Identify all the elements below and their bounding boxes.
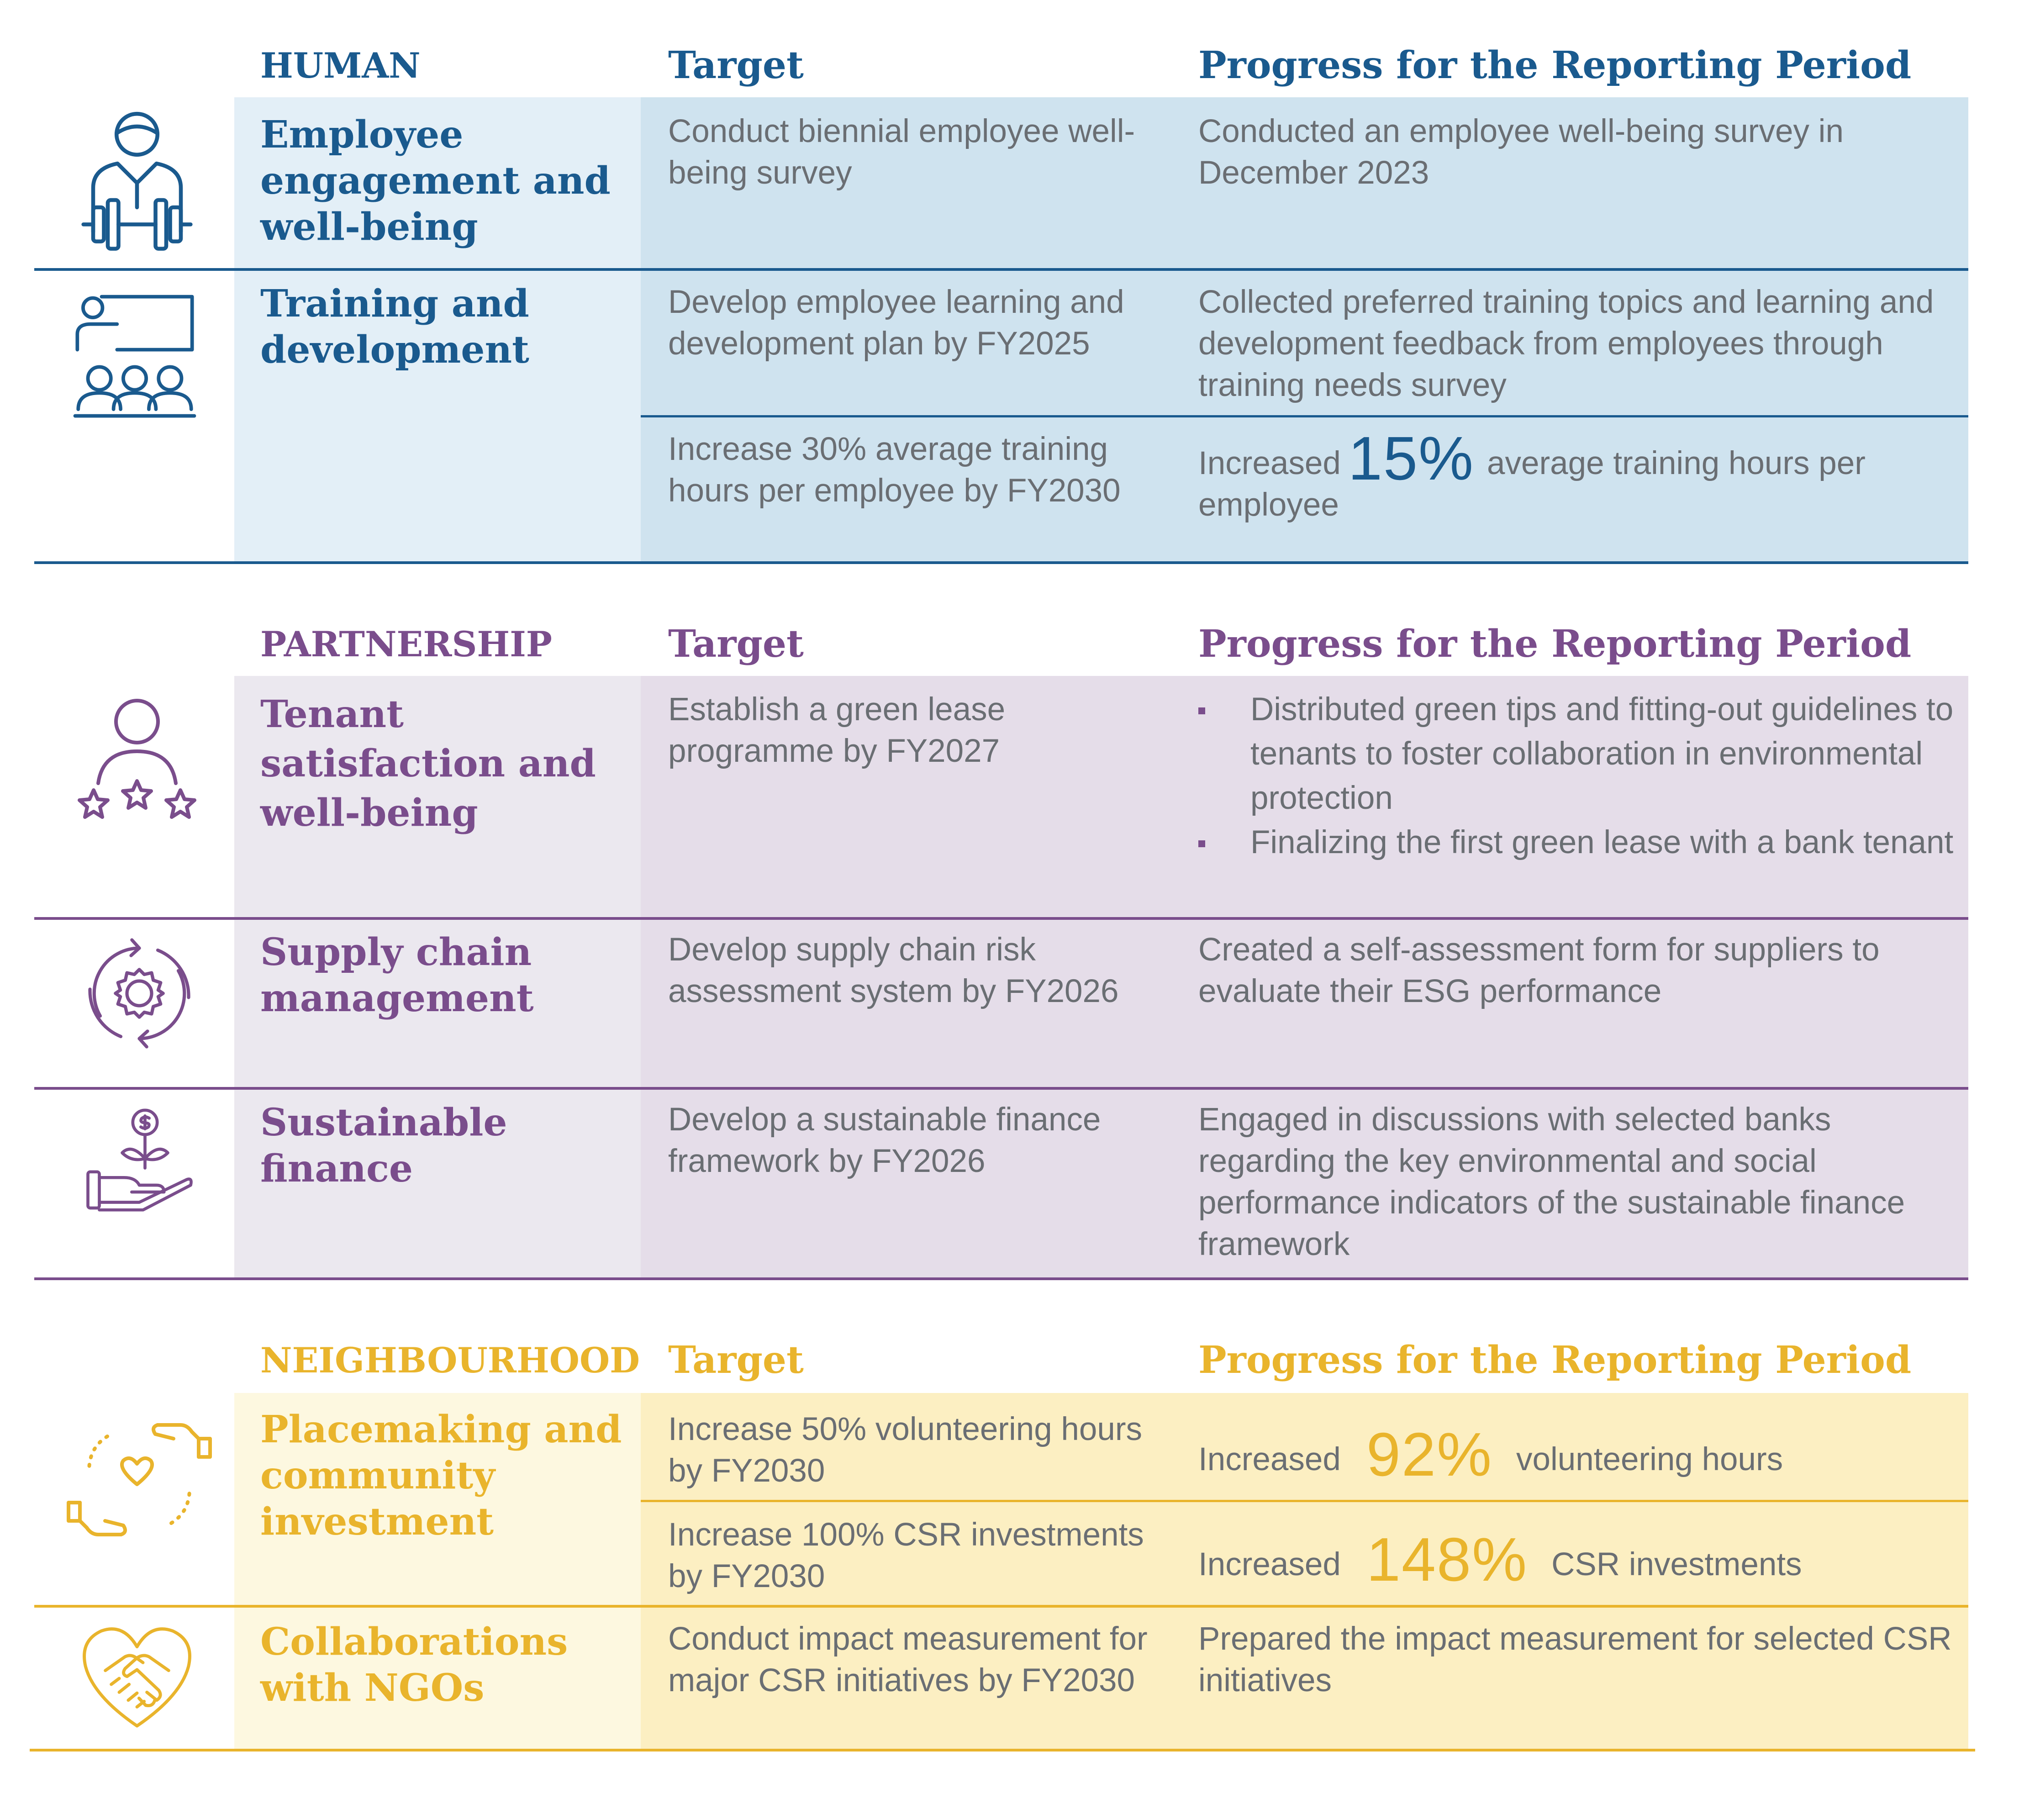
topic-title: Tenant satisfaction and well-being	[260, 692, 596, 835]
sub-row-divider	[641, 1500, 1968, 1502]
target-text: Conduct impact measurement for major CSR initiatives by FY2030	[668, 1621, 1148, 1699]
tenant-stars-icon	[69, 694, 206, 831]
progress-bullet-list	[1198, 687, 1956, 865]
progress-suffix: volunteering hours	[1516, 1441, 1783, 1477]
list-item: Distributed green tips and fitting-out guidelines to tenants to foster collaboration in environmental protection	[1198, 687, 1956, 820]
progress-prefix: Increased	[1198, 445, 1341, 481]
topic-title: Supply chain management	[260, 930, 534, 1020]
progress-text-metric	[1198, 1525, 1956, 1594]
progress-text: Engaged in discussions with selected banks regarding the key environmental and social performance indicators of the sustainable finance framework	[1198, 1102, 1905, 1262]
section-bottom-border	[30, 1749, 1975, 1751]
section-title-neighbourhood: NEIGHBOURHOOD	[260, 1340, 640, 1381]
target-column-header: Target	[668, 1338, 804, 1382]
metric-value: 148%	[1366, 1525, 1528, 1594]
topic-title: Employee engagement and well-being	[260, 113, 611, 249]
progress-suffix: CSR investments	[1551, 1546, 1802, 1583]
target-text: Establish a green lease programme by FY2027	[668, 691, 1006, 769]
progress-text: Prepared the impact measurement for selected CSR initiatives	[1198, 1621, 1952, 1699]
hand-coin-plant-icon	[82, 1105, 196, 1219]
row-divider	[34, 917, 1968, 920]
section-bottom-border	[34, 561, 1968, 564]
target-text: Increase 100% CSR investments by FY2030	[668, 1517, 1144, 1594]
progress-text: Collected preferred training topics and learning and development feedback from employees through training needs survey	[1198, 284, 1934, 403]
topic-title: Collaborations with NGOs	[260, 1620, 568, 1710]
topic-title: Placemaking and community investment	[260, 1408, 622, 1544]
sub-row-divider	[641, 415, 1968, 417]
progress-text: Conducted an employee well-being survey in December 2023	[1198, 113, 1844, 191]
gear-cycle-icon	[78, 932, 201, 1055]
training-presentation-icon	[69, 292, 201, 425]
employee-dumbbell-icon	[64, 105, 210, 251]
topic-title: Training and development	[260, 282, 529, 372]
row-divider	[34, 1605, 1968, 1608]
target-column-header: Target	[668, 43, 804, 87]
row-divider	[34, 268, 1968, 271]
heart-handshake-icon	[69, 1619, 206, 1738]
progress-text-metric	[1198, 424, 1947, 526]
target-text: Increase 50% volunteering hours by FY2030	[668, 1411, 1143, 1489]
section-title-human: HUMAN	[260, 45, 421, 86]
progress-column-header: Progress for the Reporting Period	[1198, 1338, 1912, 1382]
progress-prefix: Increased	[1198, 1546, 1341, 1583]
progress-column-header: Progress for the Reporting Period	[1198, 622, 1912, 666]
progress-suffix: average training hours per employee	[1198, 445, 1866, 523]
target-text: Develop a sustainable finance framework by FY2026	[668, 1102, 1101, 1179]
row-divider	[34, 1087, 1968, 1090]
list-item: Finalizing the first green lease with a bank tenant	[1198, 820, 1956, 865]
metric-value: 15%	[1348, 424, 1475, 493]
metric-value: 92%	[1366, 1420, 1493, 1489]
section-bottom-border	[34, 1277, 1968, 1280]
hands-heart-icon	[62, 1411, 217, 1548]
topic-title: Sustainable finance	[260, 1101, 507, 1191]
target-text: Develop supply chain risk assessment system by FY2026	[668, 932, 1119, 1009]
progress-text-metric	[1198, 1420, 1956, 1489]
progress-column-header: Progress for the Reporting Period	[1198, 43, 1912, 87]
progress-prefix: Increased	[1198, 1441, 1341, 1477]
section-title-partnership: PARTNERSHIP	[260, 624, 552, 665]
target-text: Conduct biennial employee well-being survey	[668, 113, 1135, 191]
target-text: Increase 30% average training hours per employee by FY2030	[668, 431, 1121, 509]
target-text: Develop employee learning and development plan by FY2025	[668, 284, 1124, 362]
target-column-header: Target	[668, 622, 804, 666]
progress-text: Created a self-assessment form for suppliers to evaluate their ESG performance	[1198, 932, 1880, 1009]
